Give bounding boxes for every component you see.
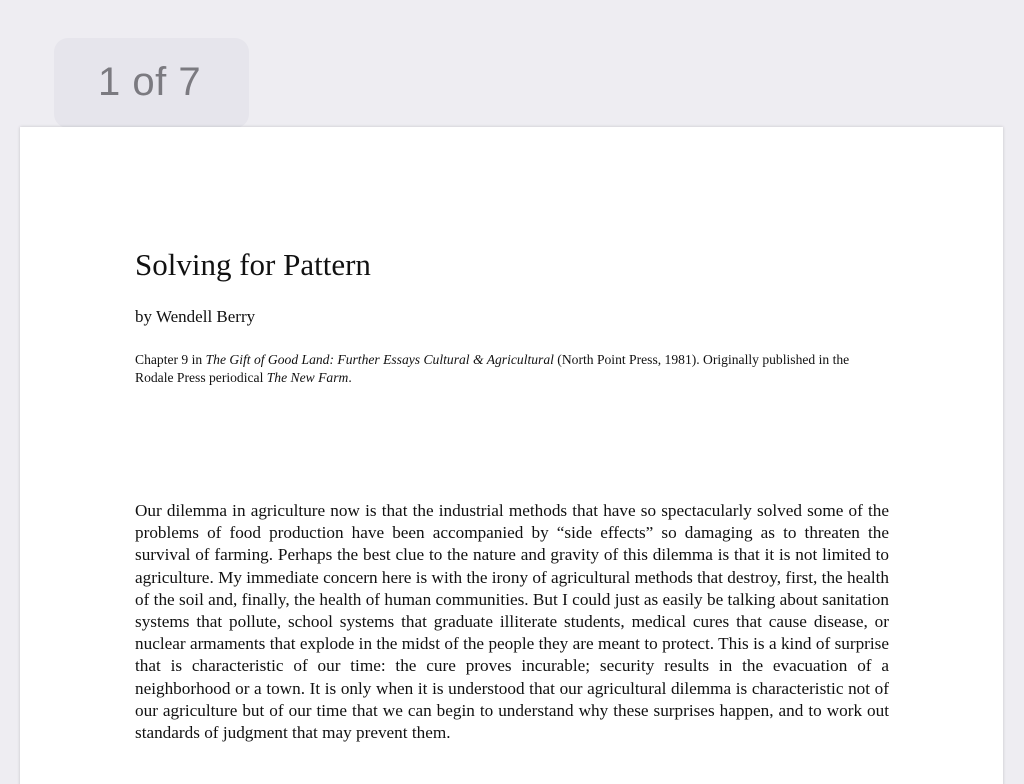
chapter-note: [135, 351, 889, 387]
document-page[interactable]: [20, 127, 1003, 784]
chapter-note-middle: (North Point Press, 1981). Originally published in the Rodale Press periodical: [135, 352, 850, 385]
document-byline: by Wendell Berry: [135, 307, 256, 326]
chapter-note-prefix: Chapter 9 in: [135, 352, 206, 367]
chapter-note-suffix: .: [348, 370, 352, 385]
body-paragraph: Our dilemma in agriculture now is that the industrial methods that have so spectacularly solved some of the problems of food production have been accompanied by “side effects” so damaging as to threaten the survival of farming. Perhaps the best clue to the nature and gravity of this dilemma is that it is not limited to agriculture. My immediate concern here is with the irony of agricultural methods that destroy, first, the health of the soil and, finally, the health of human communities. But I could just as easily be talking about sanitation systems that pollute, school systems that graduate illiterate students, medical cures that cause disease, or nuclear armaments that explode in the midst of the people they are meant to protect. This is a kind of surprise that is characteristic of our time: the cure proves incurable; security results in the evacuation of a neighborhood or a town. It is only when it is understood that our agricultural dilemma is characteristic not of our agriculture but of our time that we can begin to understand why these surprises happen, and to work out standards of judgment that may prevent them.: [135, 501, 889, 743]
book-title: The Gift of Good Land: Further Essays Cultural & Agricultural: [205, 352, 554, 367]
document-title: Solving for Pattern: [135, 247, 371, 282]
page-counter-text: 1 of 7: [98, 60, 202, 104]
page-counter-badge: [54, 38, 249, 128]
periodical-title: The New Farm: [266, 370, 349, 385]
